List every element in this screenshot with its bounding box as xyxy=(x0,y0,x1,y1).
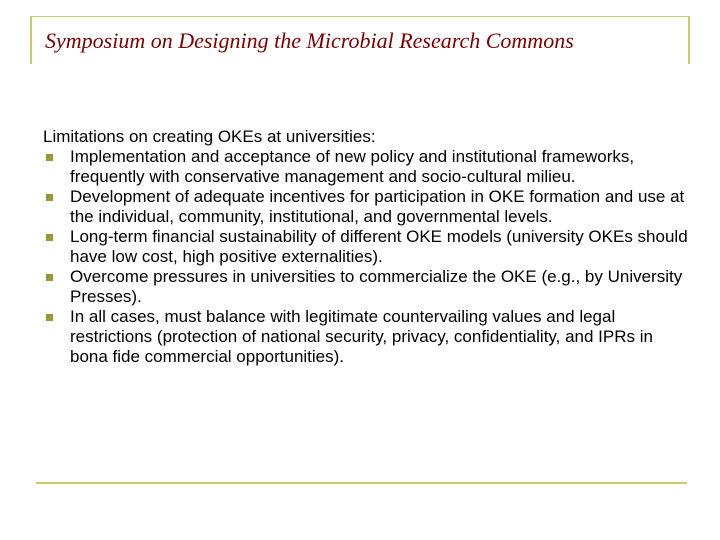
intro-text: Limitations on creating OKEs at universities: xyxy=(43,127,376,146)
footer-rule xyxy=(36,482,687,484)
bullet-text: Overcome pressures in universities to commercialize the OKE (e.g., by University Presses). xyxy=(70,267,683,306)
bullet-text: Long-term financial sustainability of different OKE models (university OKEs should have low cost, high positive externalities). xyxy=(70,227,688,266)
square-bullet-icon xyxy=(46,314,53,321)
slide-title: Symposium on Designing the Microbial Research Commons xyxy=(45,28,574,53)
title-frame-top xyxy=(30,16,690,17)
title-frame-right xyxy=(688,16,690,64)
bullet-text: In all cases, must balance with legitimate countervailing values and legal restrictions (protection of national security, privacy, confidentiality, and IPRs in bona fide commercial opportunities). xyxy=(70,307,653,366)
bullet-item xyxy=(43,307,693,367)
bullet-item xyxy=(43,187,693,227)
title-frame-left xyxy=(30,16,32,64)
bullet-item xyxy=(43,227,693,267)
square-bullet-icon xyxy=(46,154,53,161)
bullet-text: Development of adequate incentives for participation in OKE formation and use at the individual, community, institutional, and governmental levels. xyxy=(70,187,685,226)
bullet-list xyxy=(43,147,693,367)
bullet-item xyxy=(43,267,693,307)
bullet-item xyxy=(43,147,693,187)
slide-body xyxy=(43,127,693,367)
square-bullet-icon xyxy=(46,194,53,201)
bullet-text: Implementation and acceptance of new policy and institutional frameworks, frequently with conservative management and socio-cultural milieu. xyxy=(70,147,635,186)
square-bullet-icon xyxy=(46,274,53,281)
square-bullet-icon xyxy=(46,234,53,241)
